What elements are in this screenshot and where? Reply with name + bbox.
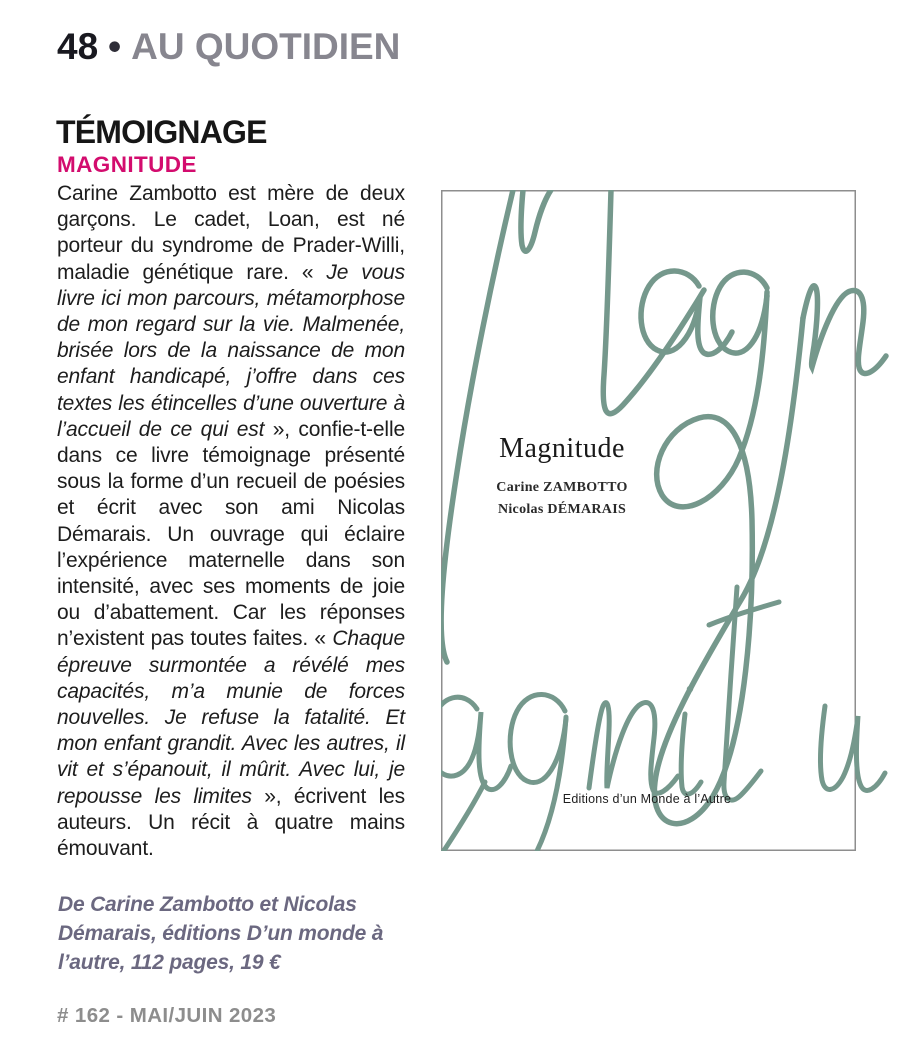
book-authors xyxy=(461,477,663,521)
article-title: MAGNITUDE xyxy=(57,152,197,177)
page-number: 48 xyxy=(57,26,99,67)
article-body xyxy=(57,181,405,862)
article-kicker: TÉMOIGNAGE xyxy=(56,114,267,150)
book-author-2: Nicolas DÉMARAIS xyxy=(497,502,627,517)
section-title: AU QUOTIDIEN xyxy=(131,26,401,67)
body-quote-run: Chaque épreuve surmontée a révélé mes capacités, m’a munie de forces nouvelles. Je refuse la fatalité. Et mon enfant grandit. Avec les autres, il vit et s’épanouit, il mûrit. Avec lui, je repousse les limites xyxy=(57,627,405,808)
book-title: Magnitude xyxy=(499,433,625,464)
body-quote-run: Je vous livre ici mon parcours, métamorphose de mon regard sur la vie. Malmenée, brisée lors de la naissance de mon enfant handicapé, j’offre dans ces textes les étincelles d’une ouverture à l’accueil de ce qui est xyxy=(57,260,405,441)
book-publisher: Editions d’un Monde à l’Autre xyxy=(562,792,732,806)
article-credit: De Carine Zambotto et Nicolas Démarais, éditions D’un monde à l’autre, 112 pages, 19 € xyxy=(58,893,384,974)
book-cover xyxy=(441,190,893,851)
page-header xyxy=(57,26,400,68)
body-text-run: », confie-t-elle dans ce livre témoignage présenté sous la forme d’un recueil de poésies et écrit avec son ami Nicolas Démarais. Un ouvrage qui éclaire l’expérience maternelle dans son intensité, avec ses moments de joie ou d’abattement. Car les réponses n’existent pas toutes faites. « xyxy=(57,417,405,651)
header-bullet-separator: • xyxy=(108,26,122,67)
body-text-run: Carine Zambotto est mère de deux garçons. Le cadet, Loan, est né porteur du syndrome de Prader-Willi, maladie génétique rare. « xyxy=(57,182,405,284)
book-author-1: Carine ZAMBOTTO xyxy=(496,480,628,495)
issue-footer: # 162 - MAI/JUIN 2023 xyxy=(57,1004,277,1027)
body-text-run: », écrivent les auteurs. Un récit à quatre mains émouvant. xyxy=(57,784,405,861)
